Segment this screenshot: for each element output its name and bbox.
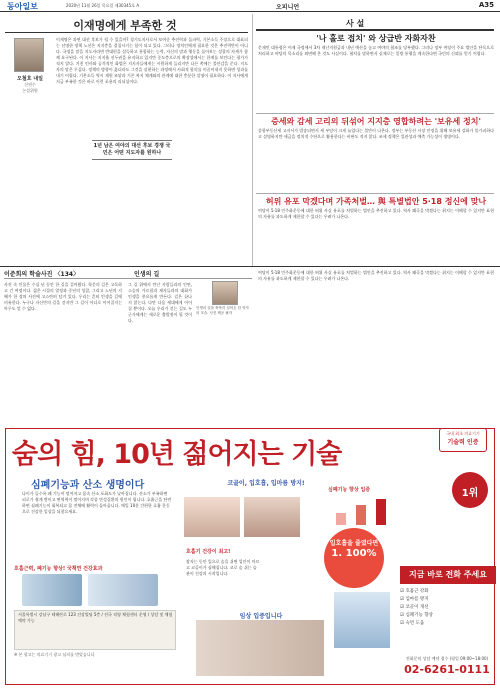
ad-product-image <box>22 574 82 606</box>
ad-product-image-2 <box>88 574 158 606</box>
ad-center-title: 코골이, 입호흡, 입마름 방지! <box>227 480 305 487</box>
ad-benefit-list <box>400 588 496 628</box>
ad-benefit-item: ☑ 심폐기능 향상 <box>400 613 433 618</box>
editorial-headline-1: '나 홀로 접치' 와 상급반 자화자찬 <box>316 34 436 43</box>
ad-circle-value: 1. 100% <box>331 548 377 559</box>
ad-benefit-item: ☑ 코골이 개선 <box>400 605 429 610</box>
ad-review-image <box>196 620 324 676</box>
ad-address: 서울특별시 강남구 테헤란로 123 건강빌딩 5층 / 전국 직영 체험센터 운영 / 상담 및 체험 예약 가능 <box>18 612 173 623</box>
editorial-body-continued: 여당이 5·18 민주화운동에 대한 허위 사실 유포를 처벌하는 법안을 추진하고 있다. 역사 왜곡을 막겠다는 취지는 이해할 수 있지만 표현의 자유를 과도하게 제한할 수 있다는 우려가 나온다. <box>258 270 494 281</box>
ad-benefit-item: ☑ 호흡근 강화 <box>400 589 429 594</box>
editorial-section-title: 사 설 <box>346 19 365 28</box>
ad-benefit-item: ☑ 숙면 도움 <box>400 621 425 626</box>
editorial-headline-3: 허위 유포 막겠다며 가족처벌… 與 특별법안 5·18 정신에 맞나 <box>265 197 487 206</box>
ad-circle-label: 입호흡을 줄였다면 <box>329 540 379 547</box>
editorial-body-1: 문재인 대통령은 어제 국정에서 3차 재난지원금과 내년 예산을 놓고 여야의 협조를 당부했다. 그러나 정부 여당이 주요 법안을 단독으로 처리하고 야당의 목소리를 외면해 온 것도 사실이다. 협치를 말하면서 실제로는 일방 통행을 계속한다면 국민의 신뢰를 얻기 어렵다. <box>258 45 494 56</box>
ad-bar-graphic <box>330 497 394 525</box>
column-subtitle: 인생의 길 <box>134 271 160 278</box>
column-photo <box>212 281 238 305</box>
ad-lead: 심폐기능과 산소 생명이다 <box>31 480 145 491</box>
section-name: 오피니언 <box>276 4 300 11</box>
editorial-body-2: 종합부동산세 고지서가 발송되면서 세 부담이 크게 늘었다는 불만이 나온다. 정부는 부동산 시장 안정을 위해 보유세 강화가 불가피하다고 설명하지만 세금을 정치적 수단으로 활용한다는 비판도 적지 않다. 조세 정책은 일관성과 예측 가능성이 생명이다. <box>258 128 494 139</box>
ad-bar-before <box>336 513 346 525</box>
column-title: 이재명에게 부족한 것 <box>73 19 177 32</box>
ad-phone-number[interactable]: 02-6261-0111 <box>404 663 490 676</box>
title-rule <box>5 32 248 33</box>
byline-name: 오철호 내일 <box>17 76 43 82</box>
ad-badge-label: 기술력 인증 <box>447 439 479 446</box>
ad-bar-after <box>376 499 386 525</box>
photo-column-body: 사진 속 인물은 수십 년 동안 한 길을 걸어왔다. 학문의 길은 고독하고 긴 여정이다. 젊은 시절의 열정과 중년의 성찰, 그리고 노년의 지혜가 한 장의 사진에 고스란히 담겨 있다. 우리는 흔히 인생을 길에 비유한다. 누구나 자신만의 길을 걷지만 그 길이 어디로 이어질지는 아무도 알 수 없다. <box>4 282 122 311</box>
column-title-rule <box>4 278 252 279</box>
page-number: A35 <box>478 1 494 9</box>
ad-device-image <box>334 592 390 648</box>
byline-affiliation: 논설위원 <box>22 88 38 93</box>
photo-column-title: 이준희의 학술사진 〈134〉 <box>4 271 80 278</box>
column-divider <box>252 14 253 266</box>
ad-product-title: 호흡근력, 폐기능 향상! 국책연 건강효과 <box>14 566 103 572</box>
ad-review-title: 임상 입증입니다 <box>239 613 283 620</box>
author-photo <box>14 38 44 72</box>
ad-body: 나이가 들수록 폐 기능이 떨어지고 몸속 산소 포화도가 낮아집니다. 산소가 부족하면 피로가 쉽게 쌓이고 면역력이 떨어지며 각종 만성질환의 원인이 됩니다. 호흡근을 단련하면 심폐기능이 회복되고 몸 전체에 활력이 돌아옵니다. 매일 10분 간편한 호흡 운동으로 건강한 일상을 되찾으세요. <box>22 491 172 514</box>
editorial-headline-2: 증세와 감세 고리의 뒤섞어 지지층 영합하려는 '보유세 정치' <box>271 117 481 126</box>
photo-column-body-2: 그 길 위에서 만난 사람들과의 인연, 스승의 가르침과 제자들과의 대화가 인생을 풍요롭게 만든다. 길은 끝나지 않는다. 다만 다음 세대에게 이어질 뿐이다. 오늘 우리가 걷는 길도 누군가에게는 새로운 출발점이 될 것이다. <box>128 282 192 323</box>
pull-quote: 1년 남은 여야의 대선 후보 경쟁 국민은 어떤 지도자를 원하나 <box>92 140 172 160</box>
editorial-rule <box>256 29 494 31</box>
editorial-body-3: 여당이 5·18 민주화운동에 대한 허위 사실 유포를 처벌하는 법안을 추진하고 있다. 역사 왜곡을 막겠다는 취지는 이해할 수 있지만 표현의 자유를 과도하게 제한할 수 있다는 우려가 나온다. <box>258 208 494 219</box>
ad-bar-mid <box>356 505 366 525</box>
masthead <box>0 0 500 12</box>
ad-model-photo-a <box>184 497 240 537</box>
section-rule <box>0 266 500 267</box>
ad-rank-label: 1위 <box>461 488 479 499</box>
ad-badge-top: 국내 최초 의료기기 <box>446 431 480 436</box>
ad-model-photo-b <box>244 497 300 537</box>
ad-headline: 숨의 힘, 10년 젊어지는 기술 <box>12 439 342 470</box>
newspaper-name: 동아일보 <box>7 2 38 11</box>
ad-badge <box>439 428 487 452</box>
ad-center-subtitle: 호흡기 건강이 최고! <box>186 549 231 555</box>
ad-benefit-item: ☑ 입마름 방지 <box>400 597 429 602</box>
ad-disclaimer: ※ 본 광고는 의료기기 광고 심의를 받았습니다 <box>14 652 95 657</box>
editorial-divider-1 <box>256 113 494 114</box>
ad-chart-title: 심폐기능 향상 입증 <box>328 487 371 493</box>
ad-center-body: 잠자는 동안 입으로 숨을 쉬면 입안이 마르고 코골이가 심해집니다. 코로 숨 쉬는 습관이 건강의 시작입니다. <box>186 559 260 576</box>
ad-call-text: 지금 바로 전화 주세요 <box>409 570 487 579</box>
byline-role: 신연수 <box>24 82 36 87</box>
ad-phone-label: 전화문의 상담 예약 접수 (평일 09:00~18:00) <box>405 656 489 661</box>
issue-date: 2020년 11월 26일 목요일 제30345호 A <box>66 3 140 8</box>
column-body: 이재명은 과연 대선 후보가 될 수 있을까? 경기도지사로서 보여준 추진력과 돌파력, 기본소득 주장으로 대표되는 선명한 정책 노선은 지지층을 결집시키는 힘이 되고 있다. 그러나 정치인에게 필요한 것은 추진력만이 아니다. 국정을 맡을 지도자라면 반대편을 설득하고 통합하는 능력, 자신의 말과 행동을 돌아보는 성찰의 자세가 함께 요구된다. 이 지사는 지지율 선두권을 유지하고 있지만 중도층으로의 확장성에서는 한계를 보인다는 평가가 적지 않다. 거친 언사와 공격적인 화법은 지지자들에게는 시원하게 들리지만 다른 쪽에는 불안감을 준다. 지도자의 말은 무겁다. 정책의 방향이 옳더라도 그것을 실현하는 과정에서 사회적 합의를 이끌어내지 못하면 성과를 내기 어렵다. 기본소득 역시 재원 조달과 기존 복지 체계와의 관계에 대한 충분한 설명이 필요하다. 이 지사에게 지금 부족한 것은 바로 이런 포용의 리더십이다. <box>56 37 248 84</box>
editorial-divider-2 <box>256 193 494 194</box>
photo-caption: 인생의 길을 묵묵히 걸어온 한 학자의 모습. 사진 제공 필자 <box>196 306 249 315</box>
